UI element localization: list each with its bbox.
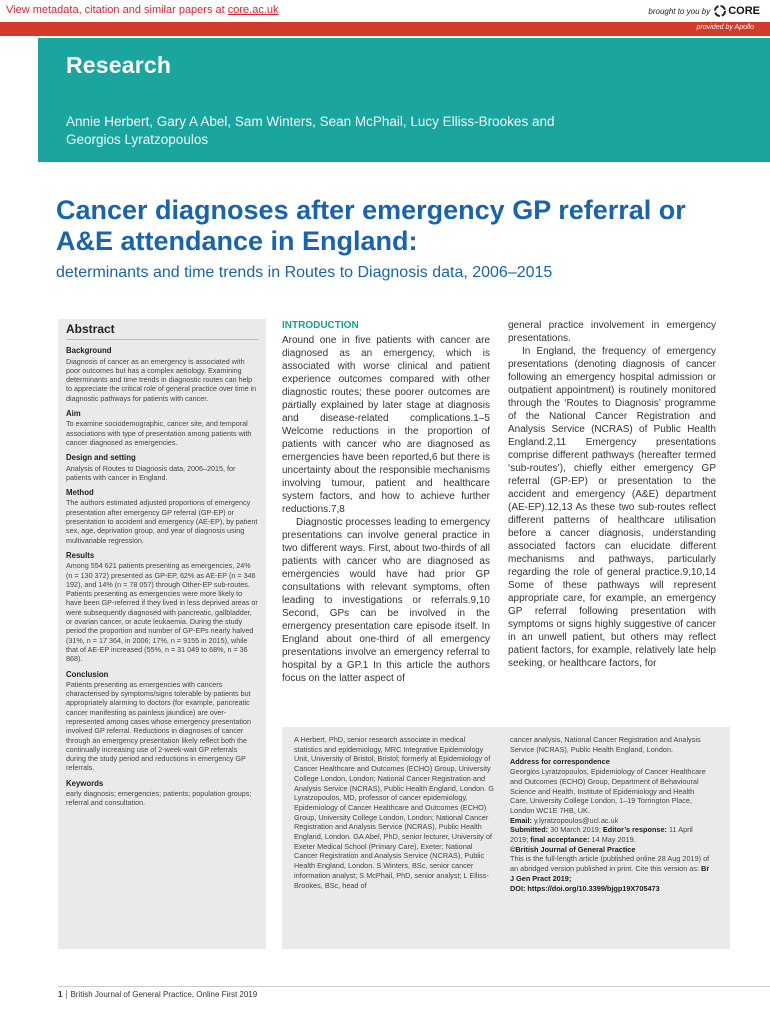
article-header <box>38 38 770 162</box>
footer-divider <box>58 986 770 987</box>
page-number: 1 <box>58 990 67 999</box>
abstract-heading-background: Background <box>66 346 112 356</box>
body-paragraph: In England, the frequency of emergency presentations (denoting diagnosis of cancer following an emergency hospital admission or outpatient appointment) is routinely monitored through the ‘Routes to Diagnosis’ programme of the National Cancer Registration and Analysis Service (NCRAS) of Public Health England.2,11 Emergency presentations comprise different pathways (hereafter termed ‘sub-routes’), chiefly either emergency GP referral (GP-EP) or presentation to the accident and emergency (A&E) department (AE-EP).12,13 As these two sub-routes reflect different patterns of healthcare utilisation before a cancer diagnosis, understanding associated factors can elucidate different mechanisms and pathways, particularly regarding the role of general practice.9,10,14 Some of these pathways will represent appropriate care, for example, an emergency GP referral following presentation with symptoms or signs highly suggestive of cancer in an unwell patient, but others may reflect patient factors, for example, relatively late help seeking, or healthcare factors, for <box>508 346 716 669</box>
correspondence-block <box>510 735 710 893</box>
email-line <box>510 816 710 826</box>
body-column-2 <box>508 319 716 670</box>
abstract-heading-conclusion: Conclusion <box>66 669 109 679</box>
page-footer <box>58 990 257 999</box>
email-address[interactable]: y.lyratzopoulos@ucl.ac.uk <box>533 815 619 825</box>
core-logo-icon <box>714 5 726 17</box>
core-logo[interactable] <box>714 5 760 17</box>
correspondence-address: Georgios Lyratzopoulos, Epidemiology of Cancer Healthcare and Outcomes (ECHO) Group, Department of Behavioural Science and Health, Institute of Epidemiology and Health Care, University College London, 1–19 Torrington Place, London WC1E 7HB, UK. <box>510 767 706 815</box>
body-paragraph: general practice involvement in emergency presentations. <box>508 320 716 344</box>
abstract-text-conclusion: Patients presenting as emergencies with cancers characterised by symptoms/signs tolerable by patients but appropriately alarming to doctors (for example, pancreatic cancer manifesting as painless jaundice) are over-represented among cases whose emergency presentation involved GP referral. Reductions in diagnoses of cancer through an emergency presentation likely reflect both the continually increasing use of 2-week-wait GP referrals during the study period and reductions in emergency GP referrals. <box>66 679 251 773</box>
affiliation-continued: cancer analysis, National Cancer Registration and Analysis Service (NCRAS), Public Health England, London. <box>510 735 701 754</box>
body-paragraph: Diagnostic processes leading to emergency presentations can involve general practice in two different ways. First, about two-thirds of all patients with cancer who are diagnosed as emergencies would have had prior GP consultations with relevant symptoms, often leading to investigations or referrals.9,10 Second, GPs can be involved in the emergency presentation care episode itself. In England about one-third of all emergency presentations involve an emergency referral to hospital by a GP.1 In this article the authors focus on the latter aspect of <box>282 517 490 684</box>
journal-name: British Journal of General Practice, Online First 2019 <box>70 990 258 999</box>
abstract-heading-aim: Aim <box>66 409 81 419</box>
abstract-text-aim: To examine sociodemographic, cancer site, and temporal associations with type of presentation among patients with cancer diagnosed as emergencies. <box>66 419 252 447</box>
provider-strip <box>0 22 770 36</box>
abstract-text-background: Diagnosis of cancer as an emergency is associated with poor outcomes but has a complex aetiology. Examining determinants and time trends in diagnostic routes can help to appreciate the critical role of general practice over time in diagnostic pathways for patients with cancer. <box>66 356 257 403</box>
article-subtitle: determinants and time trends in Routes to Diagnosis data, 2006–2015 <box>56 264 553 281</box>
author-affiliations: A Herbert, PhD, senior research associate in medical statistics and epidemiology, MRC Integrative Epidemiology Unit, University of Bristol, Bristol; formerly at Epidemiology of Cancer Healthcare and Outcomes (ECHO) Group, University College London, London; National Cancer Registration and Analysis Service (NCRAS), Public Health England, London. G Lyratzopoulos, MD, professor of cancer epidemiology, Epidemiology of Cancer Healthcare and Outcomes (ECHO) Group, University College London, London; National Cancer Registration and Analysis Service (NCRAS), Public Health England, London. GA Abel, PhD, senior lecturer, University of Exeter Medical School (Primary Care), Exeter; National Cancer Registration and Analysis Service (NCRAS), Public Health England, London. S Winters, BSc, senior cancer information analyst; S McPhail, PhD, senior analyst; L Elliss-Brookes, BSc, head of <box>294 735 494 890</box>
copyright-line: ©British Journal of General Practice <box>510 844 636 854</box>
abstract-heading-results: Results <box>66 550 95 560</box>
introduction-heading: INTRODUCTION <box>282 320 359 331</box>
affiliations-box <box>282 727 730 949</box>
metadata-text: View metadata, citation and similar papers at <box>6 4 228 16</box>
citation: Br J Gen Pract 2019; <box>510 864 710 883</box>
abstract-title: Abstract <box>66 325 258 340</box>
doi-link[interactable]: DOI: https://doi.org/10.3399/bjgp19X705473 <box>510 883 660 893</box>
author-list: Annie Herbert, Gary A Abel, Sam Winters, Sean McPhail, Lucy Elliss-Brookes and Georgios Lyratzopoulos <box>66 114 555 147</box>
acceptance-label: final acceptance: <box>530 835 590 845</box>
article-title: Cancer diagnoses after emergency GP referral or A&E attendance in England: <box>56 195 686 256</box>
section-label: Research <box>66 52 172 78</box>
submitted-label: Submitted: <box>510 825 549 835</box>
abstract-heading-method: Method <box>66 488 94 498</box>
email-label: Email: <box>510 815 532 825</box>
abstract-text-results: Among 554 621 patients presenting as emergencies, 24% (n = 130 372) presented as GP-EP, 62% as AE-EP (n = 346 192), and 14% (n = 78 057) through Other-EP sub-routes. Patients presenting as emergencies were more likely to have been GP-referred if they lived in less deprived areas or were subsequently diagnosed with pancreatic, gallbladder, or ovarian cancer, or acute leukaemia. During the study period the proportion and number of GP-EPs nearly halved (31%, n = 17 364, in 2006; 17%, n = 9155 in 2015), while that of AE-EP increased (55%, n = 31 049 to 68%, n = 36 868). <box>66 561 258 664</box>
core-logo-text: CORE <box>728 5 760 17</box>
abstract-heading-keywords: Keywords <box>66 778 104 788</box>
dates-line <box>510 825 710 844</box>
brought-by-text: brought to you by <box>648 6 711 16</box>
response-label: Editor’s response: <box>602 825 667 835</box>
body-column-1 <box>282 319 490 685</box>
acceptance-date: 14 May 2019. <box>591 835 636 845</box>
abstract-text-keywords: early diagnosis; emergencies; patients; population groups; referral and consultation. <box>66 789 252 808</box>
provided-by-text: provided by Apollo <box>696 24 754 31</box>
fulltext-note: This is the full-length article (published online 28 Aug 2019) of an abridged version published in print. Cite this version as: <box>510 854 710 874</box>
core-ac-uk-link[interactable]: core.ac.uk <box>227 4 279 16</box>
response-date: 11 April 2019; <box>510 825 693 845</box>
abstract-text-design: Analysis of Routes to Diagnosis data, 2006–2015, for patients with cancer in England. <box>66 463 236 482</box>
body-paragraph: Around one in five patients with cancer are diagnosed as an emergency, which is associated with worse clinical and patient experience outcomes compared with other diagnostic routes; these poorer outcomes are partially explained by later stage at diagnosis and disease-related complications.1–5 Welcome reductions in the proportion of patients with cancer who are diagnosed as emergencies have been reported,6 but there is uncertainty about the responsible mechanisms involving tumour, patient and healthcare system factors, and how to achieve further reductions.7,8 <box>282 335 490 515</box>
address-heading: Address for correspondence <box>510 757 610 767</box>
submitted-date: 30 March 2019; <box>550 825 601 835</box>
brought-by <box>648 5 760 17</box>
top-metadata-bar <box>0 0 770 22</box>
metadata-link[interactable] <box>6 4 279 16</box>
abstract-box <box>58 319 266 949</box>
abstract-text-method: The authors estimated adjusted proportions of emergency presentation after emergency GP referral (GP-EP) or presentation to accident and emergency (AE-EP), by patient sex, age, deprivation group, and year of diagnosis using multivariable regression. <box>66 498 258 545</box>
abstract-heading-design: Design and setting <box>66 453 136 463</box>
citation-block <box>510 854 710 883</box>
